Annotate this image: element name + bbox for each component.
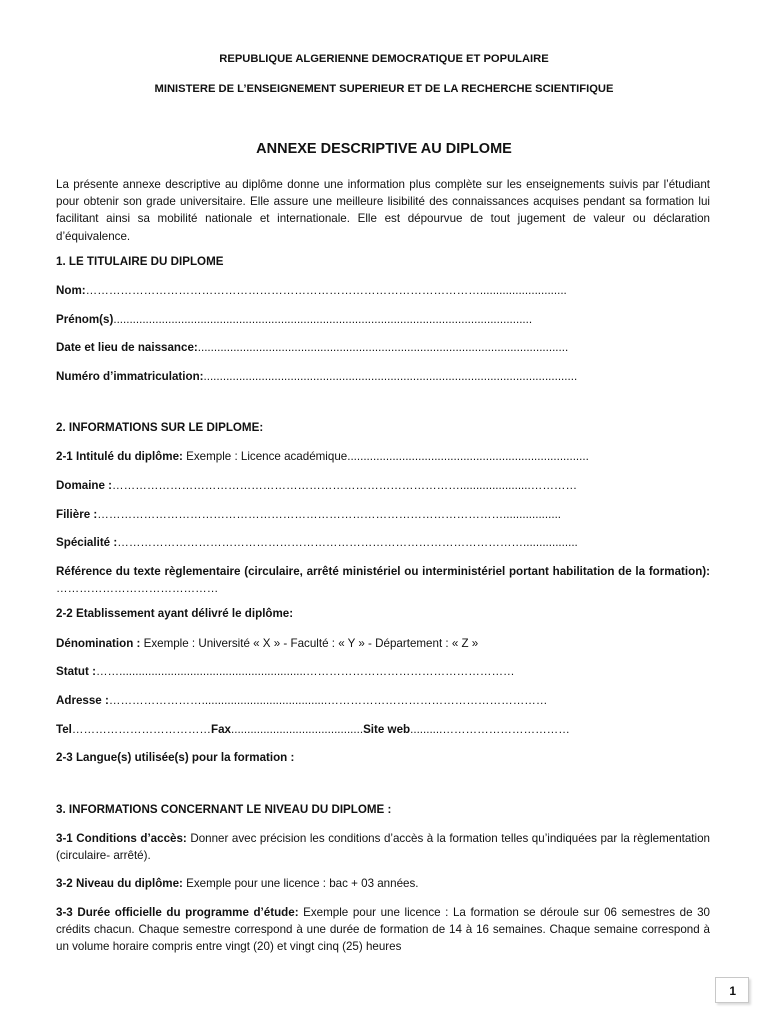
acces-label: 3-1 Conditions d’accès: (56, 832, 187, 845)
intitule-value: Exemple : Licence académique (182, 450, 348, 463)
naissance-dots: ................................................................................................................... (197, 341, 569, 354)
etablissement-heading: 2-2 Etablissement ayant délivré le diplôme: (56, 607, 294, 620)
field-prenom (56, 312, 532, 327)
denomination-value: Exemple : Université « X » - Faculté : « Y » - Département : « Z » (140, 637, 479, 650)
field-reference (56, 563, 710, 597)
intitule-dots: ........................................................................... (347, 450, 589, 463)
naissance-label: Date et lieu de naissance: (56, 341, 198, 354)
section1-heading: 1. LE TITULAIRE DU DIPLOME (56, 255, 224, 268)
statut-dots: ……..........................................................……………………………………………… (95, 665, 515, 678)
field-adresse (56, 693, 548, 708)
filiere-label: Filière : (56, 508, 98, 521)
field-specialite (56, 535, 578, 550)
section3-heading: 3. INFORMATIONS CONCERNANT LE NIVEAU DU DIPLOME : (56, 803, 392, 816)
duree-label: 3-3 Durée officielle du programme d’étude: (56, 906, 299, 919)
specialite-dots: ……………………………………………………………………………………………................. (117, 536, 578, 549)
field-domaine (56, 478, 577, 493)
langue-heading: 2-3 Langue(s) utilisée(s) pour la formation : (56, 751, 295, 764)
field-naissance (56, 340, 568, 355)
specialite-label: Spécialité : (56, 536, 118, 549)
reference-dots: …………………………………… (56, 582, 219, 596)
page-number: 1 (715, 977, 749, 1003)
statut-label: Statut : (56, 665, 96, 678)
tel-label: Tel (56, 723, 72, 736)
field-contact (56, 722, 570, 737)
adresse-label: Adresse : (56, 694, 109, 707)
nom-label: Nom: (56, 284, 86, 297)
section2-heading: 2. INFORMATIONS SUR LE DIPLOME: (56, 421, 264, 434)
immat-label: Numéro d’immatriculation: (56, 370, 204, 383)
prenom-label: Prénom(s) (56, 313, 114, 326)
tel-dots: ……………………………… (71, 723, 212, 736)
field-immatriculation (56, 369, 577, 384)
adresse-dots: …………………….......................................………………………………………………… (108, 694, 548, 707)
field-denomination (56, 636, 478, 651)
acces-value: Donner avec précision les conditions d’accès à la formation telles qu’indiquées par la règlementation (circulaire- arrêté). (56, 832, 711, 863)
niveau-value: Exemple pour une licence : bac + 03 années. (182, 877, 419, 890)
header-republic: REPUBLIQUE ALGERIENNE DEMOCRATIQUE ET POPULAIRE (219, 53, 549, 65)
site-label: Site web (363, 723, 411, 736)
domaine-label: Domaine : (56, 479, 113, 492)
prenom-dots: .................................................................................................................................. (113, 313, 533, 326)
intro-paragraph: La présente annexe descriptive au diplôme donne une information plus complète sur les enseignements suivis par l’étudiant pour obtenir son grade universitaire. Elle assure une meilleure lisibilité des connaissances acquises pendant sa formation lui facilitant ainsi sa mobilité nationale et internationale. Elle est dépourvue de tout jugement de valeur ou déclaration d’équivalence. (56, 178, 710, 243)
niveau-label: 3-2 Niveau du diplôme: (56, 877, 183, 890)
nom-dots: …………………………………………………………………………………………........................... (85, 284, 567, 297)
denomination-label: Dénomination : (56, 637, 141, 650)
intitule-label: 2-1 Intitulé du diplôme: (56, 450, 183, 463)
document-title: ANNEXE DESCRIPTIVE AU DIPLOME (256, 141, 512, 157)
field-acces (56, 830, 710, 864)
reference-label: Référence du texte règlementaire (circulaire, arrêté ministériel ou interministériel portant habilitation de la formation): (56, 565, 710, 578)
fax-label: Fax (211, 723, 231, 736)
site-dots: ..........…………………………… (410, 723, 570, 736)
field-nom (56, 283, 567, 298)
domaine-dots: ………………………………………………………………………………......................………… (112, 479, 578, 492)
field-duree (56, 904, 710, 956)
field-niveau (56, 876, 419, 891)
field-statut (56, 664, 515, 679)
field-intitule (56, 449, 589, 464)
field-filiere (56, 507, 561, 522)
filiere-dots: …………………………………………………………………………………………….................. (97, 508, 562, 521)
immat-dots: .................................................................................................................... (203, 370, 578, 383)
fax-dots: ......................................... (231, 723, 364, 736)
duree-value: Exemple pour une licence : La formation se déroule sur 06 semestres de 30 crédits chacun. Chaque semestre correspond à une durée de formation de 14 à 16 semaines. Chaque semaine correspond à un volume horaire compris entre vingt (20) et vingt cinq (25) heures (56, 906, 710, 954)
header-ministry: MINISTERE DE L’ENSEIGNEMENT SUPERIEUR ET DE LA RECHERCHE SCIENTIFIQUE (154, 83, 614, 95)
